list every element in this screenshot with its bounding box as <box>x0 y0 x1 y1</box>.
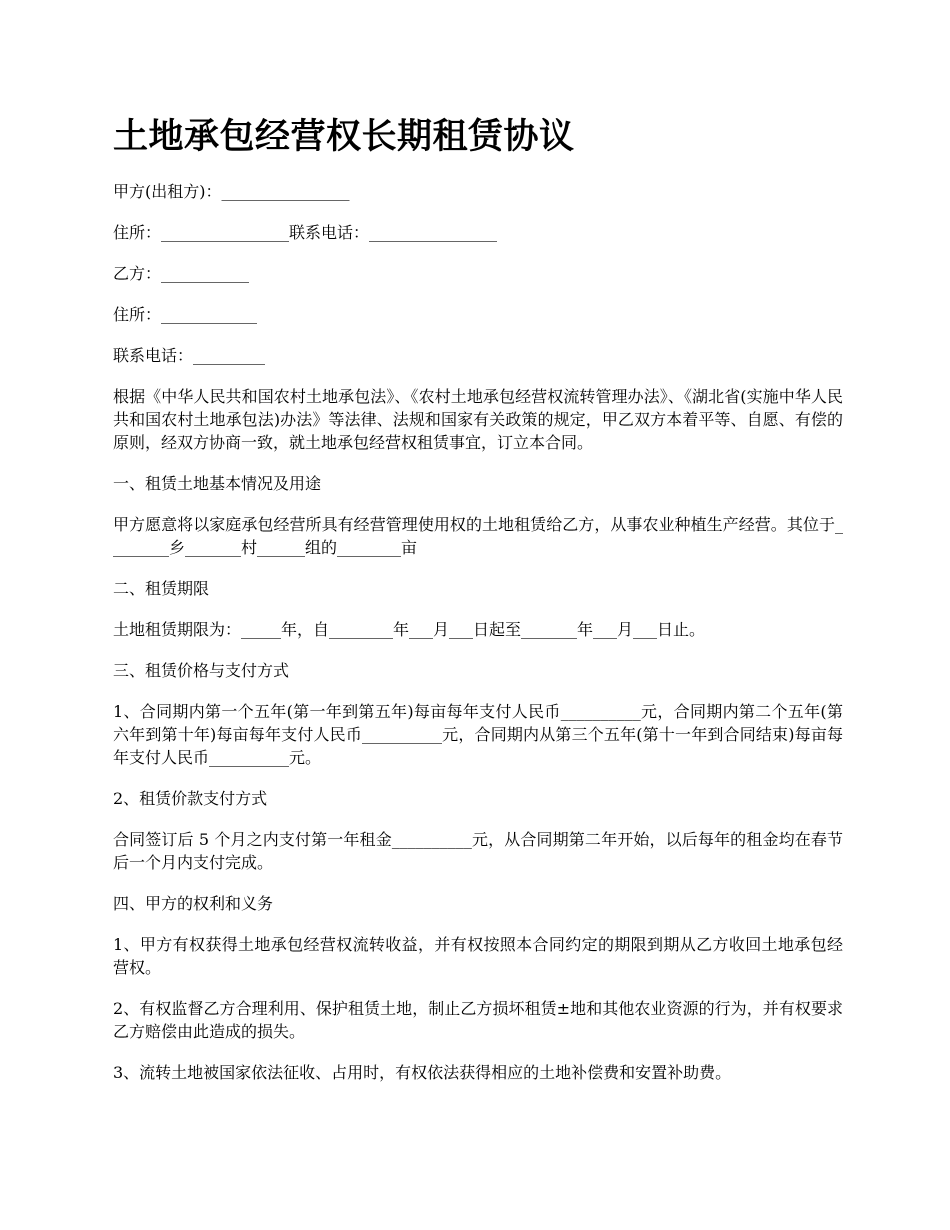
section-heading-4: 四、甲方的权利和义务 <box>113 894 274 913</box>
lessee-phone-line: 联系电话：_________ <box>113 346 266 365</box>
section-heading-1: 一、租赁土地基本情况及用途 <box>113 474 322 493</box>
document-title: 土地承包经营权长期租赁协议 <box>113 117 575 157</box>
section-heading-2: 二、租赁期限 <box>113 579 210 598</box>
preamble-paragraph: 根据《中华人民共和国农村土地承包法》、《农村土地承包经营权流转管理办法》、《湖北省(实施中华人民共和国农村土地承包法)办法》等法律、法规和国家有关政策的规定，甲乙双方本着平等、自愿、有偿的原则，经双方协商一致，就土地承包经营权租赁事宜，订立本合同。 <box>113 387 843 452</box>
lessee-address-line: 住所：____________ <box>113 305 258 324</box>
payment-method-heading: 2、租赁价款支付方式 <box>113 789 268 808</box>
land-location-paragraph: 甲方愿意将以家庭承包经营所具有经营管理使用权的土地租赁给乙方，从事农业种植生产经营。其位于________乡_______村______组的________亩 <box>113 515 843 557</box>
lessor-right-3: 3、流转土地被国家依法征收、占用时，有权依法获得相应的土地补偿费和安置补助费。 <box>113 1063 732 1082</box>
section-heading-3: 三、租赁价格与支付方式 <box>113 661 290 680</box>
document-page <box>113 112 843 1102</box>
lessee-line: 乙方：___________ <box>113 264 250 283</box>
rent-price-paragraph: 1、合同期内第一个五年(第一年到第五年)每亩每年支付人民币__________元，合同期内第二个五年(第六年到第十年)每亩每年支付人民币__________元，合同期内从第三个五年(第十一年到合同结束)每亩每年支付人民币__________元。 <box>113 702 843 767</box>
lessor-address-phone-line: 住所：________________联系电话：________________ <box>113 223 498 242</box>
lessor-line: 甲方(出租方)：________________ <box>113 182 350 201</box>
payment-method-paragraph: 合同签订后 5 个月之内支付第一年租金__________元，从合同期第二年开始，以后每年的租金均在春节后一个月内支付完成。 <box>113 830 843 872</box>
lessor-right-2: 2、有权监督乙方合理利用、保护租赁土地，制止乙方损坏租赁±地和其他农业资源的行为，并有权要求乙方赔偿由此造成的损失。 <box>113 999 843 1041</box>
lessor-right-1: 1、甲方有权获得土地承包经营权流转收益，并有权按照本合同约定的期限到期从乙方收回土地承包经营权。 <box>113 935 843 977</box>
lease-term-paragraph: 土地租赁期限为：_____年，自________年___月___日起至_______年___月___日止。 <box>113 620 706 639</box>
